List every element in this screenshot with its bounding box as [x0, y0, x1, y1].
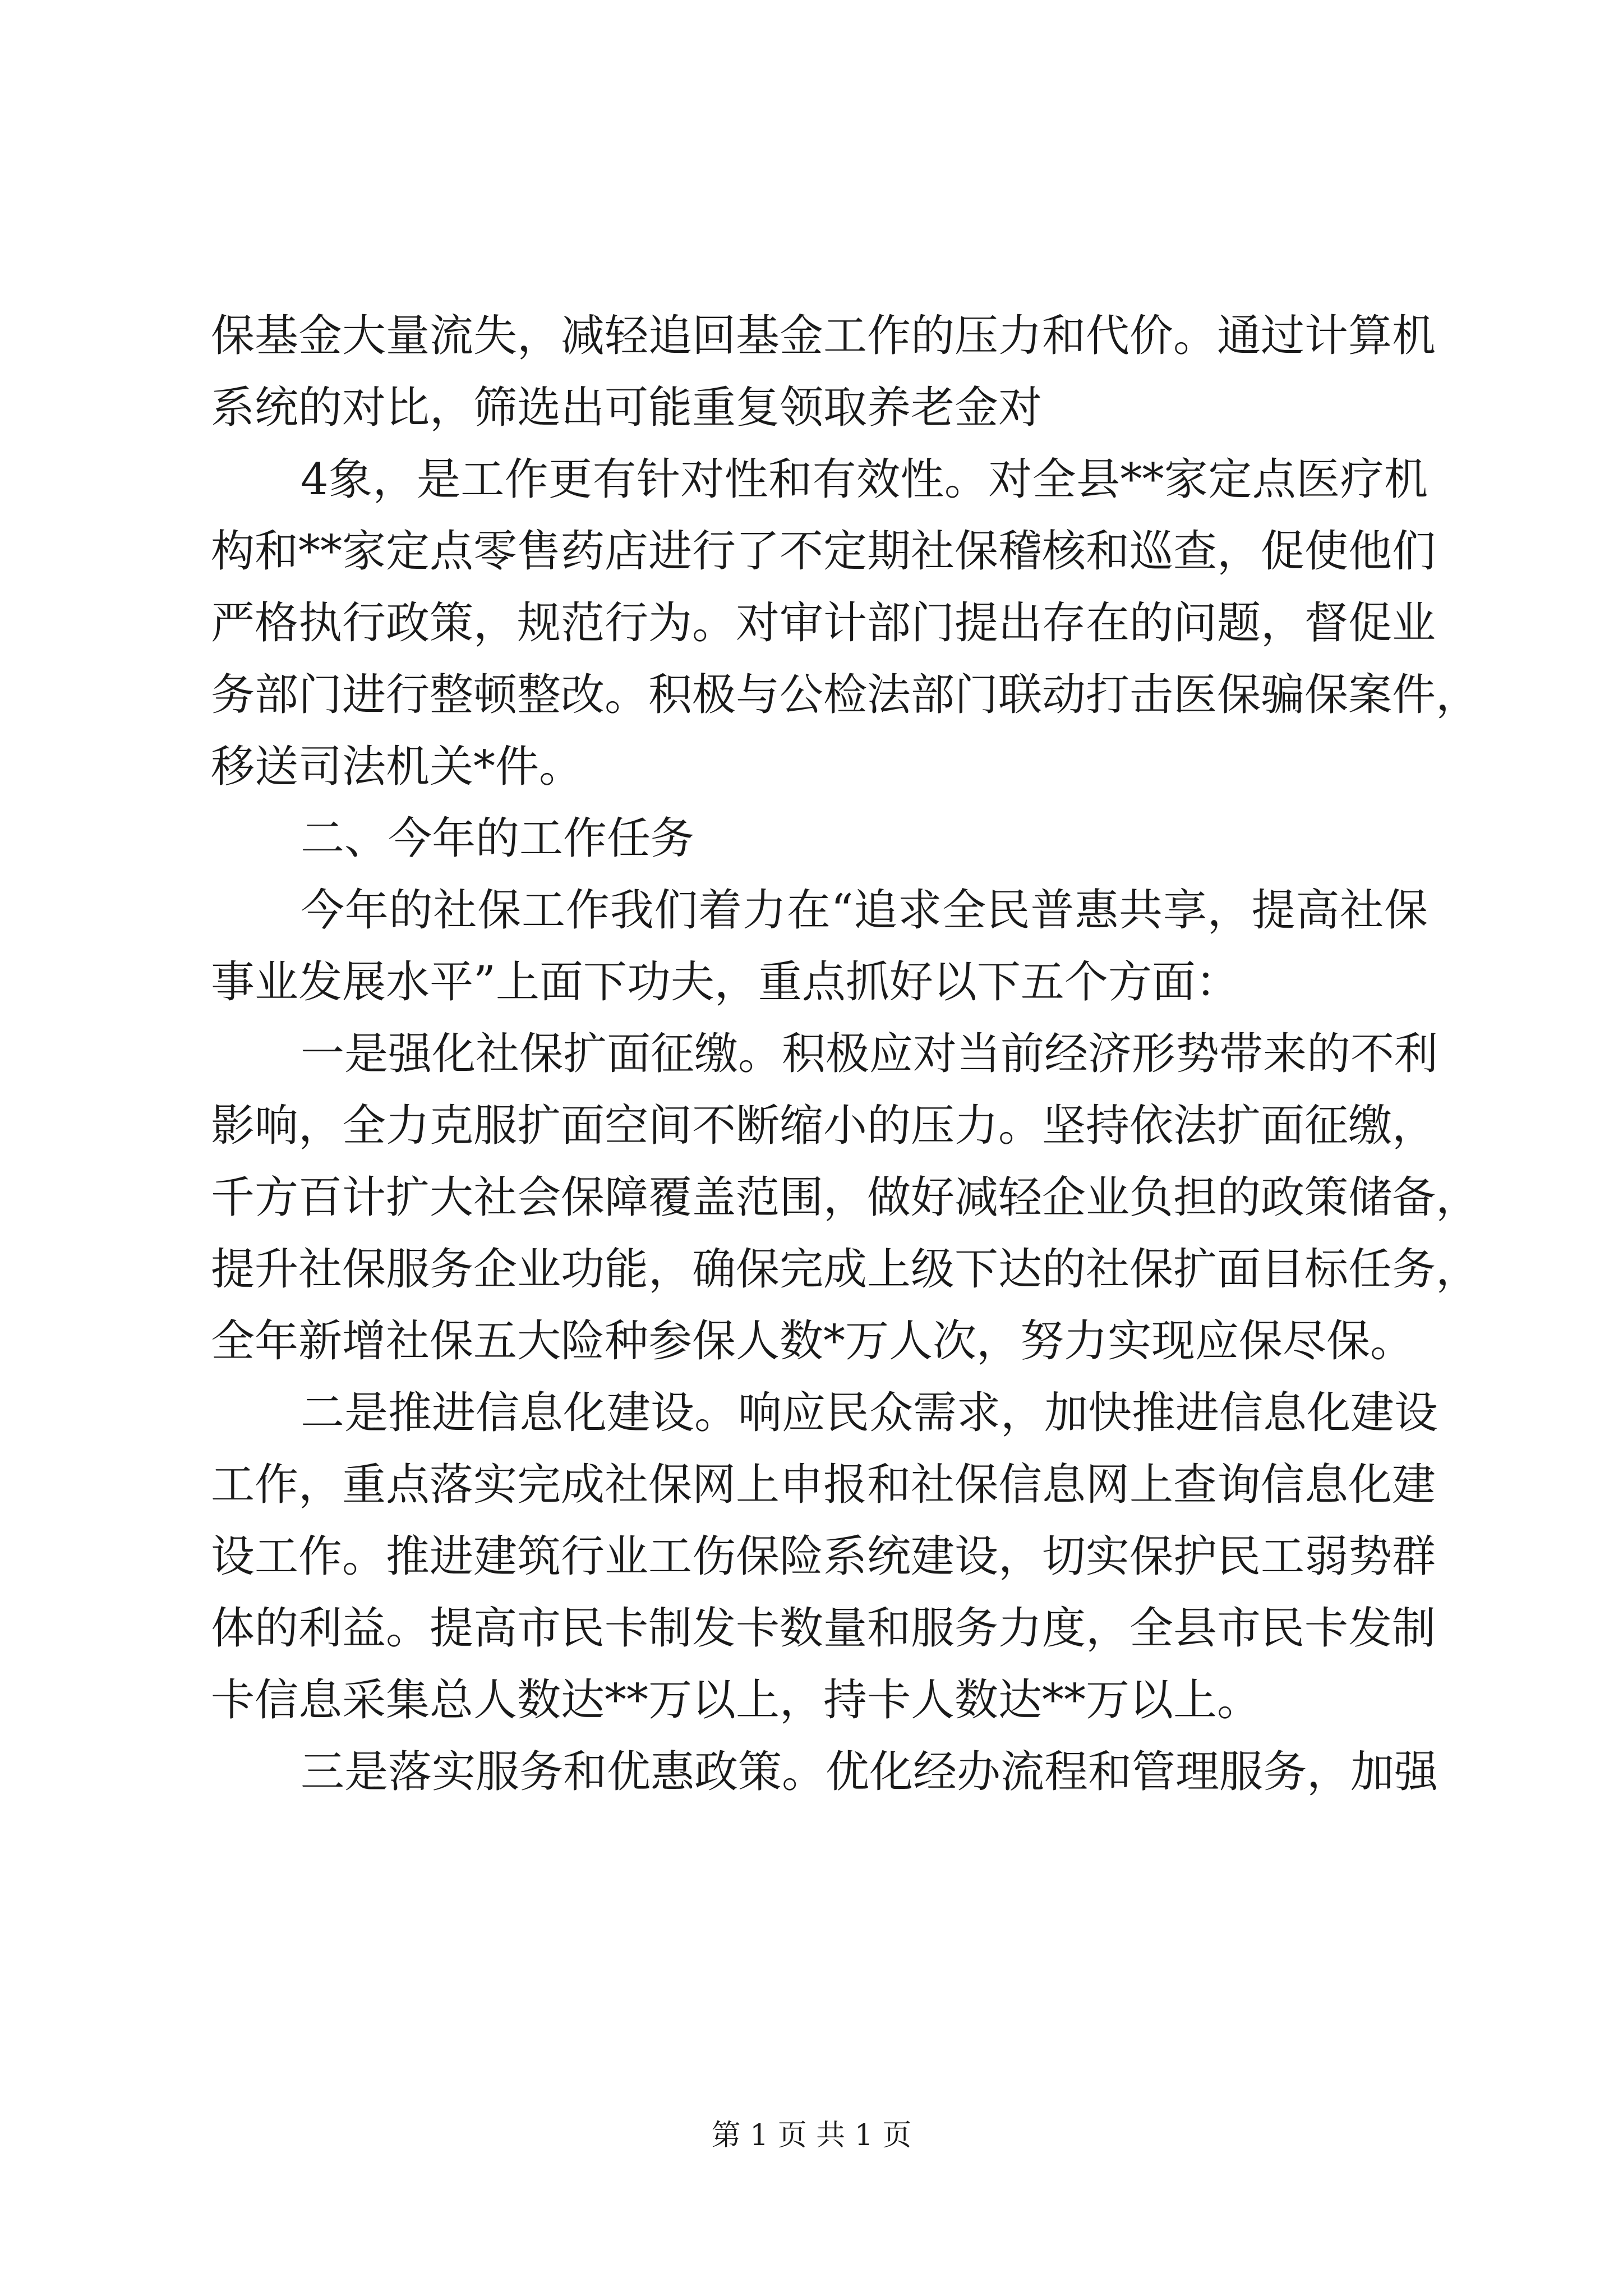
body-line: 事业发展水平”上面下功夫，重点抓好以下五个方面：	[211, 957, 1239, 1007]
body-line: 卡信息采集总人数达**万以上，持卡人数达**万以上。	[211, 1675, 1261, 1726]
page-footer: 第 1 页 共 1 页	[711, 2119, 912, 2152]
body-line: 全年新增社保五大险种参保人数*万人次，努力实现应保尽保。	[211, 1316, 1414, 1366]
body-line: 今年的社保工作我们着力在“追求全民普惠共享，提高社保	[301, 885, 1428, 936]
body-line: 工作，重点落实完成社保网上申报和社保信息网上查询信息化建	[211, 1460, 1436, 1510]
body-line: 一是强化社保扩面征缴。积极应对当前经济形势带来的不利	[301, 1029, 1438, 1079]
document-body	[211, 300, 1480, 1808]
body-line: 影响，全力克服扩面空间不断缩小的压力。坚持依法扩面征缴，	[211, 1101, 1436, 1151]
body-line: 移送司法机关*件。	[211, 742, 583, 792]
section-heading: 二、今年的工作任务	[301, 813, 695, 864]
body-line: 务部门进行整顿整改。积极与公检法部门联动打击医保骗保案件，	[211, 670, 1480, 720]
body-line: 保基金大量流失，减轻追回基金工作的压力和代价。通过计算机	[211, 311, 1436, 361]
body-line: 二是推进信息化建设。响应民众需求，加快推进信息化建设	[301, 1388, 1438, 1438]
body-line: 设工作。推进建筑行业工伤保险系统建设，切实保护民工弱势群	[211, 1531, 1436, 1582]
body-line: 三是落实服务和优惠政策。优化经办流程和管理服务，加强	[301, 1747, 1438, 1797]
body-line: 千方百计扩大社会保障覆盖范围，做好减轻企业负担的政策储备，	[211, 1172, 1480, 1223]
body-line: 4象，是工作更有针对性和有效性。对全县**家定点医疗机	[301, 454, 1428, 505]
body-line: 提升社保服务企业功能，确保完成上级下达的社保扩面目标任务，	[211, 1244, 1480, 1295]
body-line: 严格执行政策，规范行为。对审计部门提出存在的问题，督促业	[211, 598, 1436, 648]
body-line: 系统的对比，筛选出可能重复领取养老金对	[211, 383, 1043, 433]
body-line: 体的利益。提高市民卡制发卡数量和服务力度，全县市民卡发制	[211, 1603, 1436, 1654]
body-line: 构和**家定点零售药店进行了不定期社保稽核和巡查，促使他们	[211, 526, 1436, 577]
